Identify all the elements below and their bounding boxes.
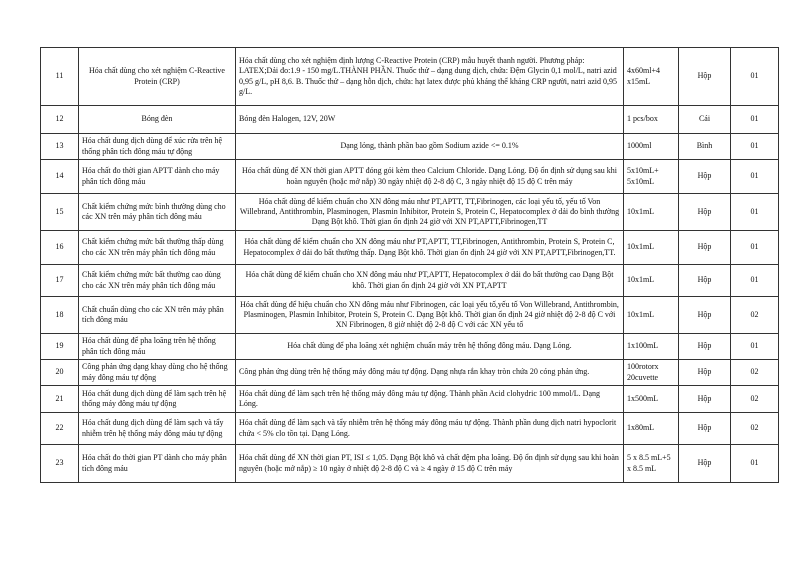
item-name: Hóa chất dung dịch dùng để làm sạch trên hệ thống máy đông máu tự động xyxy=(79,386,236,413)
item-quantity: 01 xyxy=(731,106,779,134)
item-unit: Bình xyxy=(679,134,731,160)
item-unit: Hộp xyxy=(679,386,731,413)
item-quantity: 01 xyxy=(731,265,779,297)
table-row xyxy=(41,48,779,106)
item-unit: Hộp xyxy=(679,334,731,360)
item-unit: Hộp xyxy=(679,297,731,334)
item-packaging: 1x80mL xyxy=(624,413,679,445)
item-packaging: 1x100mL xyxy=(624,334,679,360)
item-specification: Hóa chất dùng để XN thời gian APTT đóng gói kèm theo Calcium Chloride. Dạng Lỏng. Độ ổn định sử dụng sau khi hoàn nguyên (hoặc mở nắp) 30 ngày nhiệt độ 2-8 độ C, 3 ngày nhiệt độ 15 độ C trên máy xyxy=(236,160,624,194)
row-index: 11 xyxy=(41,48,79,106)
item-unit: Hộp xyxy=(679,445,731,483)
row-index: 17 xyxy=(41,265,79,297)
table-row xyxy=(41,134,779,160)
item-specification: Bóng đèn Halogen, 12V, 20W xyxy=(236,106,624,134)
item-name: Công phản ứng dạng khay dùng cho hệ thống máy đông máu tự động xyxy=(79,360,236,386)
item-unit: Hộp xyxy=(679,360,731,386)
item-name: Bóng đèn xyxy=(79,106,236,134)
item-packaging: 10x1mL xyxy=(624,265,679,297)
item-unit: Hộp xyxy=(679,194,731,231)
materials-table xyxy=(40,47,779,483)
item-quantity: 02 xyxy=(731,360,779,386)
row-index: 23 xyxy=(41,445,79,483)
item-specification: Hóa chất dùng để hiệu chuẩn cho XN đông máu như Fibrinogen, các loại yếu tố,yếu tố Von Willebrand, Antithrombin, Plasminogen, Plasmin Inhibitor, Protein S, Protein C. Dạng Bột khô. Thời gian ổn định 24 giờ nhiệt độ 2-8 độ C với XN Fibrinogen, 8 giờ nhiệt độ 2-8 độ C với các XN yếu tố xyxy=(236,297,624,334)
table-row xyxy=(41,106,779,134)
item-packaging: 10x1mL xyxy=(624,297,679,334)
item-unit: Hộp xyxy=(679,160,731,194)
item-unit: Hộp xyxy=(679,231,731,265)
row-index: 16 xyxy=(41,231,79,265)
item-name: Hóa chất dùng cho xét nghiệm C-Reactive Protein (CRP) xyxy=(79,48,236,106)
row-index: 18 xyxy=(41,297,79,334)
row-index: 20 xyxy=(41,360,79,386)
item-packaging: 100rotorx 20cuvette xyxy=(624,360,679,386)
item-packaging: 10x1mL xyxy=(624,231,679,265)
item-specification: Dạng lỏng, thành phần bao gồm Sodium azide <= 0.1% xyxy=(236,134,624,160)
item-unit: Hộp xyxy=(679,48,731,106)
table-row xyxy=(41,413,779,445)
table-row xyxy=(41,194,779,231)
row-index: 15 xyxy=(41,194,79,231)
row-index: 19 xyxy=(41,334,79,360)
item-specification: Hóa chất dùng để kiểm chuẩn cho XN đông máu như PT,APTT, TT,Fibrinogen, các loại yếu tố, yếu tố Von Willebrand, Antithrombin, Plasminogen, Plasmin Inhibitor, Protein S, Protein C, Hepatocomplex ở dải đo bình thường Dạng Bột khô. Thời gian ổn định 24 giờ với XN PT,APTT,Fibrinogen,TT xyxy=(236,194,624,231)
row-index: 12 xyxy=(41,106,79,134)
item-packaging: 10x1mL xyxy=(624,194,679,231)
table-row xyxy=(41,386,779,413)
item-name: Chất chuẩn dùng cho các XN trên máy phân tích đông máu xyxy=(79,297,236,334)
table-row xyxy=(41,231,779,265)
item-quantity: 01 xyxy=(731,334,779,360)
item-name: Hóa chất dung dịch dùng để xúc rửa trên hệ thống phân tích đông máu tự động xyxy=(79,134,236,160)
item-quantity: 02 xyxy=(731,413,779,445)
item-name: Chất kiểm chứng mức bất thường cao dùng cho các XN trên máy phân tích đông máu xyxy=(79,265,236,297)
row-index: 21 xyxy=(41,386,79,413)
table-row xyxy=(41,160,779,194)
item-quantity: 01 xyxy=(731,48,779,106)
item-quantity: 01 xyxy=(731,134,779,160)
item-quantity: 01 xyxy=(731,445,779,483)
item-specification: Hóa chất dùng để XN thời gian PT, ISI ≤ 1,05. Dạng Bột khô và chất đệm pha loãng. Độ ổn định sử dụng sau khi hoàn nguyên (hoặc mở nắp) ≥ 10 ngày ở nhiệt độ 2-8 độ C và ≥ 4 ngày ở 15 độ C trên máy xyxy=(236,445,624,483)
item-quantity: 01 xyxy=(731,160,779,194)
item-name: Hóa chất dung dịch dùng để làm sạch và tẩy nhiễm trên hệ thống máy đông máu tự động xyxy=(79,413,236,445)
item-name: Hóa chất dùng để pha loãng trên hệ thống phân tích đông máu xyxy=(79,334,236,360)
item-specification: Hóa chất dùng để làm sạch và tẩy nhiễm trên hệ thống máy đông máu tự động. Thành phần dung dịch natri hypoclorit chứa < 5% clo tồn tại. Dạng Lỏng. xyxy=(236,413,624,445)
item-packaging: 1 pcs/box xyxy=(624,106,679,134)
table-row xyxy=(41,297,779,334)
item-unit: Hộp xyxy=(679,265,731,297)
item-quantity: 02 xyxy=(731,297,779,334)
item-specification: Công phản ứng dùng trên hệ thống máy đông máu tự động. Dạng nhựa rắn khay tròn chứa 20 cóng phản ứng. xyxy=(236,360,624,386)
item-quantity: 01 xyxy=(731,231,779,265)
item-specification: Hóa chất dùng cho xét nghiệm định lượng C-Reactive Protein (CRP) mẫu huyết thanh người. Phương pháp: LATEX;Dải đo:1.9 - 150 mg/L.THÀNH PHẦN. Thuốc thử – dạng dung dịch, chứa: Đệm Glycin 0,1 mol/L, natri azid 0,95 g/L, pH 8,6. B. Thuốc thử – dạng hỗn dịch, chứa: hạt latex được phủ kháng thể kháng CRP người, natri azid 0,95 g/L. xyxy=(236,48,624,106)
item-specification: Hóa chất dùng để làm sạch trên hệ thống máy đông máu tự động. Thành phần Acid clohydric 100 mmol/L. Dạng Lỏng. xyxy=(236,386,624,413)
item-specification: Hóa chất dùng để pha loãng xét nghiệm chuẩn máy trên hệ thống đông máu. Dạng Lỏng. xyxy=(236,334,624,360)
item-packaging: 4x60ml+4 x15mL xyxy=(624,48,679,106)
item-packaging: 1000ml xyxy=(624,134,679,160)
item-packaging: 5 x 8.5 mL+5 x 8.5 mL xyxy=(624,445,679,483)
table-row xyxy=(41,360,779,386)
table-row xyxy=(41,334,779,360)
item-unit: Hộp xyxy=(679,413,731,445)
item-packaging: 5x10mL+ 5x10mL xyxy=(624,160,679,194)
row-index: 13 xyxy=(41,134,79,160)
row-index: 14 xyxy=(41,160,79,194)
item-specification: Hóa chất dùng để kiểm chuẩn cho XN đông máu như PT,APTT, Hepatocomplex ở dải đo bất thường cao Dạng Bột khô. Thời gian ổn định 24 giờ với XN PT,APTT xyxy=(236,265,624,297)
item-specification: Hóa chất dùng để kiểm chuẩn cho XN đông máu như PT,APTT, TT,Fibrinogen, Antithrombin, Protein S, Protein C, Hepatocomplex ở dải đo bất thường thấp. Dạng Bột khô. Thời gian ổn định 24 giờ với XN PT,APTT,Fibrinogen,TT. xyxy=(236,231,624,265)
item-name: Hóa chất đo thời gian APTT dành cho máy phân tích đông máu xyxy=(79,160,236,194)
table-row xyxy=(41,445,779,483)
item-unit: Cái xyxy=(679,106,731,134)
item-name: Hóa chất đo thời gian PT dành cho máy phân tích đông máu xyxy=(79,445,236,483)
item-name: Chất kiểm chứng mức bình thường dùng cho các XN trên máy phân tích đông máu xyxy=(79,194,236,231)
item-name: Chất kiểm chứng mức bất thường thấp dùng cho các XN trên máy phân tích đông máu xyxy=(79,231,236,265)
item-quantity: 01 xyxy=(731,194,779,231)
item-packaging: 1x500mL xyxy=(624,386,679,413)
row-index: 22 xyxy=(41,413,79,445)
table-row xyxy=(41,265,779,297)
item-quantity: 02 xyxy=(731,386,779,413)
